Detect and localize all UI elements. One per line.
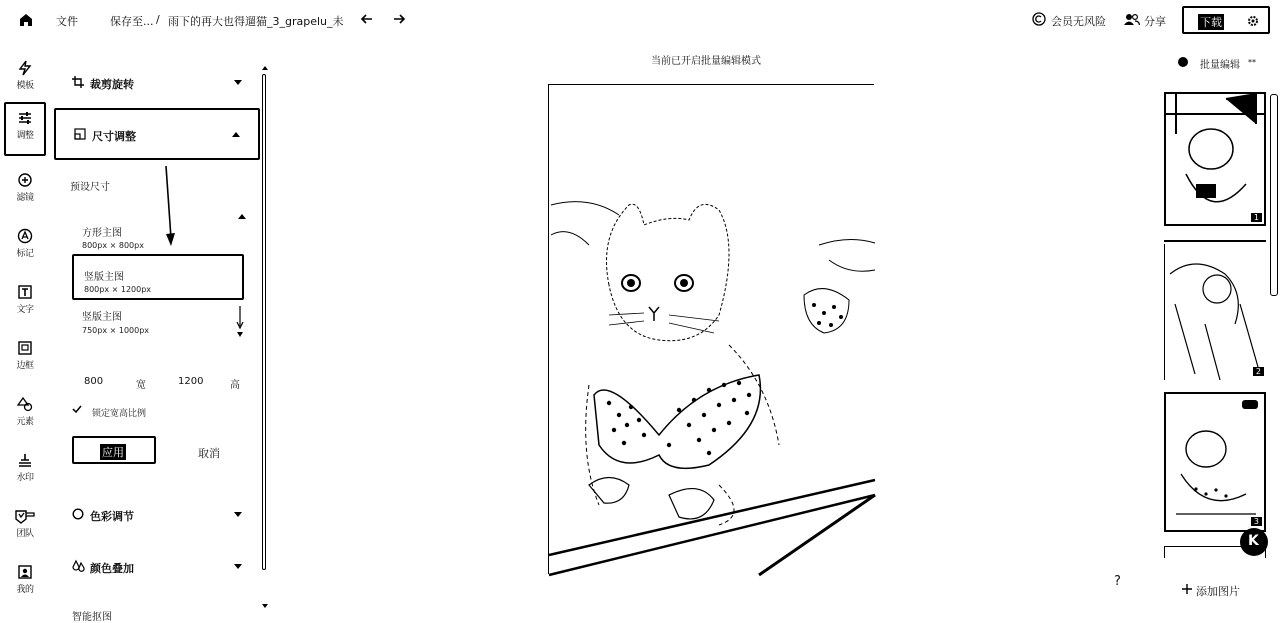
resize-section[interactable] [54, 108, 260, 160]
chevron-down-icon [234, 80, 242, 85]
preset-portrait-selected[interactable] [72, 254, 244, 300]
undo-icon[interactable] [360, 13, 376, 27]
cat-photo-sketch [549, 85, 875, 575]
rail-template-label: 模板 [16, 81, 34, 91]
preset-portrait-750[interactable] [72, 298, 244, 344]
home-icon[interactable] [18, 12, 34, 28]
thumb-divider [1164, 240, 1266, 242]
panel-scrollbar[interactable] [260, 64, 268, 584]
lock-ratio-check-icon[interactable] [72, 405, 82, 413]
breadcrumb-folder[interactable]: 保存至... [110, 15, 154, 28]
next-section-label: 智能抠图 [72, 612, 112, 623]
copyright-icon [1032, 12, 1046, 26]
batch-edit-suffix: ** [1248, 58, 1256, 67]
rail-mine[interactable] [4, 558, 46, 608]
apply-button[interactable] [72, 436, 156, 464]
shapes-icon [17, 396, 33, 412]
batch-mode-notice: 当前已开启批量编辑模式 [651, 56, 761, 67]
color-overlay-label: 颜色叠加 [90, 562, 134, 575]
rail-group-label: 团队 [16, 529, 34, 539]
apply-label: 应用 [102, 446, 124, 459]
preset-name: 竖版主图 [82, 312, 122, 323]
portrait-icon [17, 564, 33, 580]
thumbnail-3-selected[interactable] [1164, 392, 1266, 532]
preset-name: 竖版主图 [84, 272, 124, 283]
text-icon [17, 284, 33, 300]
width-input[interactable]: 800 [84, 376, 104, 387]
preset-size: 800px × 1200px [84, 285, 152, 294]
crop-icon [72, 76, 84, 88]
download-button[interactable] [1182, 6, 1270, 34]
breadcrumb-separator: / [156, 13, 160, 26]
rail-border-label: 边框 [16, 361, 34, 371]
rail-group[interactable] [4, 502, 46, 552]
scroll-down-icon[interactable] [262, 604, 268, 608]
thumb-badge: 3 [1251, 517, 1262, 526]
border-icon [17, 340, 33, 356]
preset-size: 800px × 800px [82, 241, 144, 250]
canvas-image[interactable] [548, 84, 874, 574]
stamp-icon [17, 452, 33, 468]
chevron-down-icon [234, 564, 242, 569]
team-icon [14, 508, 36, 524]
crop-rotate-section[interactable] [54, 58, 260, 108]
circle-icon [72, 508, 84, 520]
resize-icon [74, 128, 86, 140]
thumb-badge: 1 [1251, 213, 1262, 222]
preset-size: 750px × 1000px [82, 326, 150, 335]
preset-size-title: 预设尺寸 [70, 182, 110, 193]
color-overlay-section[interactable] [54, 542, 260, 592]
rail-element[interactable] [4, 390, 46, 440]
scroll-up-icon[interactable] [262, 66, 268, 70]
more-options-icon[interactable] [1242, 400, 1258, 409]
top-bar [0, 0, 1280, 42]
rail-text-label: 文字 [16, 305, 34, 315]
rail-mine-label: 我的 [16, 585, 34, 595]
cancel-button[interactable]: 取消 [198, 447, 220, 460]
rail-mark[interactable] [4, 222, 46, 272]
share-icon[interactable] [1124, 13, 1140, 26]
next-section-peek[interactable] [72, 608, 212, 623]
rail-mark-label: 标记 [16, 249, 34, 259]
settings-gear-icon[interactable] [1246, 14, 1260, 28]
rail-template[interactable] [4, 54, 46, 104]
preset-name: 方形主图 [82, 228, 122, 239]
drops-icon [72, 560, 86, 572]
color-adjust-label: 色彩调节 [90, 510, 134, 523]
batch-toggle-icon[interactable] [1178, 57, 1188, 67]
preset-list-scrollbar[interactable] [236, 306, 246, 340]
resize-label: 尺寸调整 [92, 130, 136, 143]
add-image-button[interactable]: 添加图片 [1196, 585, 1240, 598]
chevron-down-icon [234, 512, 242, 517]
redo-icon[interactable] [390, 13, 406, 27]
share-button[interactable]: 分享 [1144, 15, 1166, 28]
download-label: 下载 [1200, 16, 1222, 29]
thumbnail-cat-sketch-1 [1166, 94, 1264, 224]
scroll-thumb[interactable] [262, 74, 266, 570]
thumbs-scrollbar[interactable] [1270, 94, 1278, 296]
rail-watermark[interactable] [4, 446, 46, 496]
color-adjust-section[interactable] [54, 490, 260, 540]
mark-icon [17, 228, 33, 244]
chevron-up-icon [232, 132, 240, 137]
thumb-badge: 2 [1253, 367, 1264, 376]
rail-border[interactable] [4, 334, 46, 384]
rail-adjust-label: 调整 [16, 131, 34, 141]
thumbnail-2[interactable] [1164, 244, 1266, 380]
rail-adjust[interactable] [4, 102, 46, 156]
lightning-icon [17, 60, 33, 76]
add-image-plus-icon[interactable] [1182, 584, 1192, 594]
rail-text[interactable] [4, 278, 46, 328]
rail-filter[interactable] [4, 166, 46, 216]
thumbnail-cat-sketch-3 [1166, 394, 1264, 530]
crop-rotate-label: 裁剪旋转 [90, 78, 134, 91]
help-button[interactable]: ? [1114, 574, 1121, 589]
width-unit: 宽 [136, 380, 146, 391]
filter-icon [17, 172, 33, 188]
document-title[interactable]: 雨下的再大也得遛猫_3_grapelu_未 [168, 15, 344, 28]
rail-element-label: 元素 [16, 417, 34, 427]
thumbnail-cat-sketch-2 [1165, 244, 1267, 380]
member-risk-free[interactable]: 会员无风险 [1051, 15, 1106, 28]
thumbnail-1[interactable] [1164, 92, 1266, 226]
assistant-k-icon[interactable]: K [1240, 528, 1268, 556]
height-input[interactable]: 1200 [178, 376, 204, 387]
lock-ratio-label[interactable]: 锁定宽高比例 [92, 409, 147, 419]
rail-filter-label: 滤镜 [16, 193, 34, 203]
height-unit: 高 [230, 380, 240, 391]
rail-watermark-label: 水印 [16, 473, 34, 483]
file-menu[interactable]: 文件 [56, 15, 78, 28]
sliders-icon [17, 110, 33, 126]
batch-edit-label[interactable]: 批量编辑 [1200, 60, 1240, 71]
